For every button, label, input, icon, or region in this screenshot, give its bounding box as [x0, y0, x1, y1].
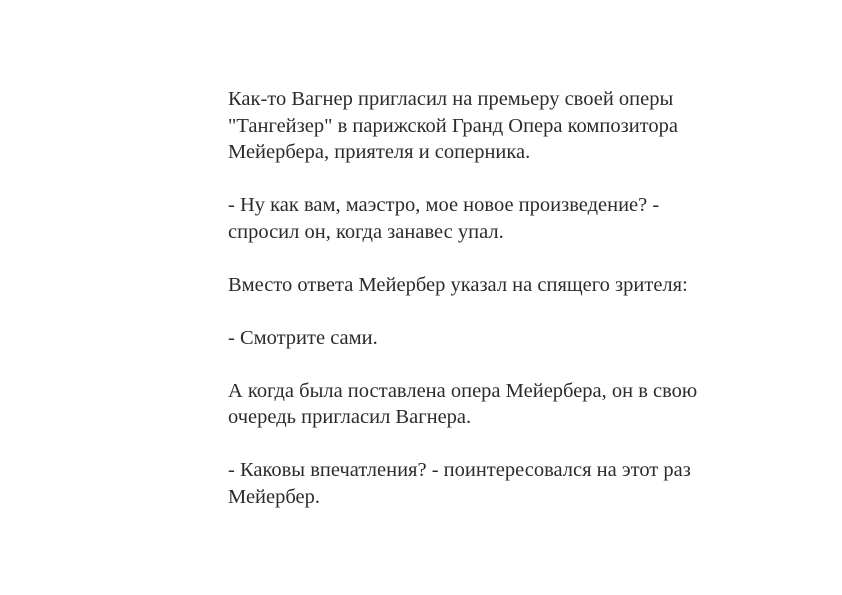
text-line: "Тангейзер" в парижской Гранд Опера композитора — [228, 114, 678, 137]
text-line: А когда была поставлена опера Мейербера, он в свою — [228, 379, 698, 402]
paragraph-3 — [228, 272, 748, 299]
anecdote-text — [228, 86, 748, 537]
paragraph-6 — [228, 457, 748, 510]
text-line: спросил он, когда занавес упал. — [228, 220, 504, 243]
text-line: - Ну как вам, маэстро, мое новое произведение? - — [228, 194, 660, 216]
text-line: - Смотрите сами. — [228, 326, 378, 349]
text-line: Мейербера, приятеля и соперника. — [228, 141, 531, 163]
text-line: Вместо ответа Мейербер указал на спящего зрителя: — [228, 273, 688, 296]
paragraph-2 — [228, 192, 748, 245]
paragraph-4 — [228, 325, 748, 352]
text-line: - Каковы впечатления? - поинтересовался на этот раз — [228, 459, 691, 481]
paragraph-5 — [228, 378, 748, 431]
text-line: Как-то Вагнер пригласил на премьеру своей оперы — [228, 88, 674, 110]
paragraph-1 — [228, 86, 748, 166]
text-line: Мейербер. — [228, 485, 321, 508]
text-line: очередь пригласил Вагнера. — [228, 406, 472, 428]
